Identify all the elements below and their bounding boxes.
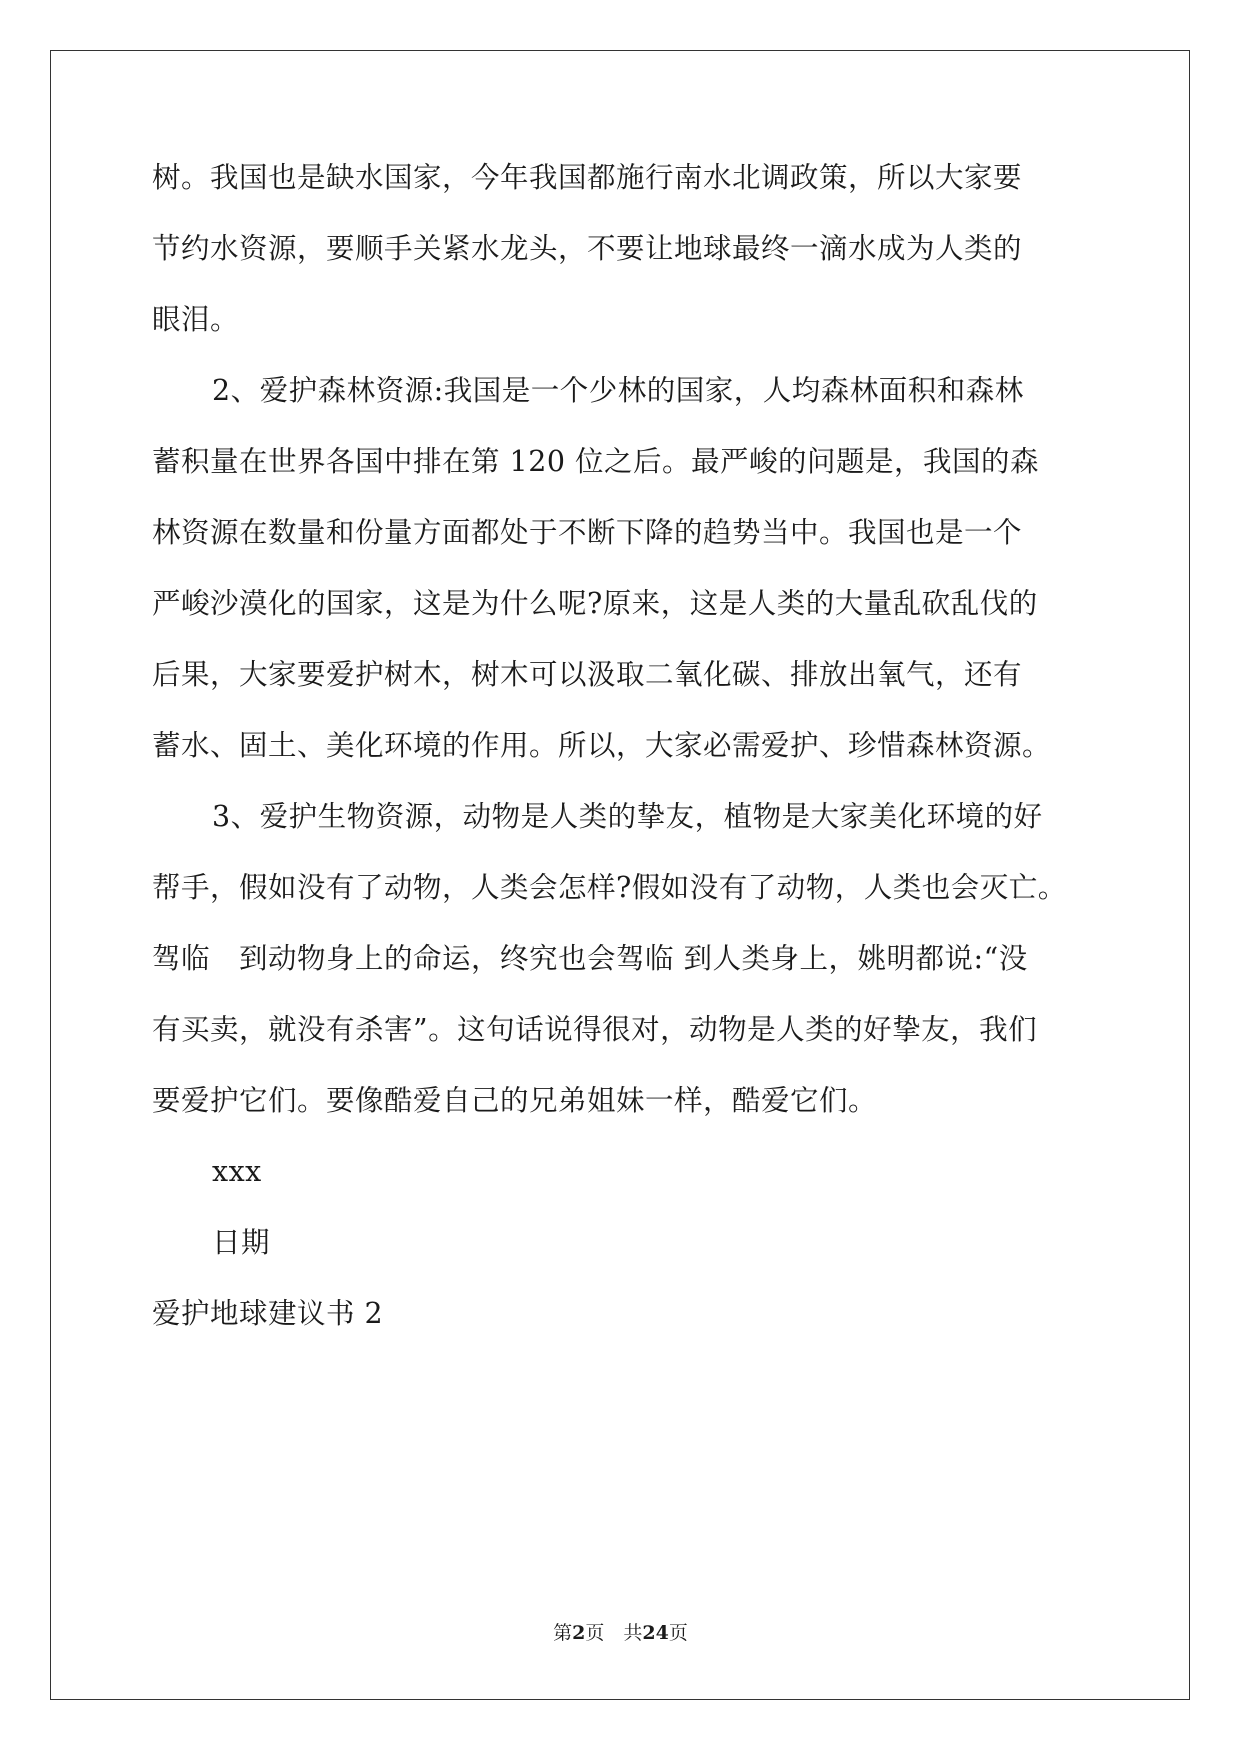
text-line: 林资源在数量和份量方面都处于不断下降的趋势当中。我国也是一个	[152, 516, 1023, 549]
signature-line: xxx	[212, 1155, 262, 1188]
footer-mid: 页 共	[585, 1622, 643, 1644]
footer-suffix: 页	[668, 1622, 688, 1644]
text-line: 蓄水、固土、美化环境的作用。所以，大家必需爱护、珍惜森林资源。	[152, 729, 1052, 762]
current-page-number: 2	[572, 1622, 586, 1644]
text-line: 树。我国也是缺水国家，今年我国都施行南水北调政策，所以大家要	[152, 161, 1023, 194]
paragraph-start-line: 3、爱护生物资源，动物是人类的挚友，植物是大家美化环境的好	[212, 800, 1043, 833]
footer-prefix: 第	[553, 1622, 573, 1644]
total-page-count: 24	[642, 1622, 669, 1644]
text-line: 驾临 到动物身上的命运，终究也会驾临 到人类身上，姚明都说:“没	[152, 942, 1028, 975]
text-line: 有买卖，就没有杀害”。这句话说得很对，动物是人类的好挚友，我们	[152, 1013, 1038, 1046]
date-line: 日期	[212, 1226, 271, 1259]
text-line: 严峻沙漠化的国家，这是为什么呢?原来，这是人类的大量乱砍乱伐的	[152, 587, 1038, 620]
page-footer	[0, 1620, 1241, 1646]
text-line: 帮手，假如没有了动物，人类会怎样?假如没有了动物，人类也会灭亡。	[152, 871, 1067, 904]
text-line: 节约水资源，要顺手关紧水龙头，不要让地球最终一滴水成为人类的	[152, 232, 1023, 265]
text-line: 眼泪。	[152, 303, 240, 336]
text-line: 后果，大家要爱护树木，树木可以汲取二氧化碳、排放出氧气，还有	[152, 658, 1023, 691]
section-heading: 爱护地球建议书 2	[152, 1297, 384, 1330]
paragraph-start-line: 2、爱护森林资源:我国是一个少林的国家，人均森林面积和森林	[212, 374, 1024, 407]
text-line: 蓄积量在世界各国中排在第 120 位之后。最严峻的问题是，我国的森	[152, 445, 1040, 478]
text-line: 要爱护它们。要像酷爱自己的兄弟姐妹一样，酷爱它们。	[152, 1084, 878, 1117]
